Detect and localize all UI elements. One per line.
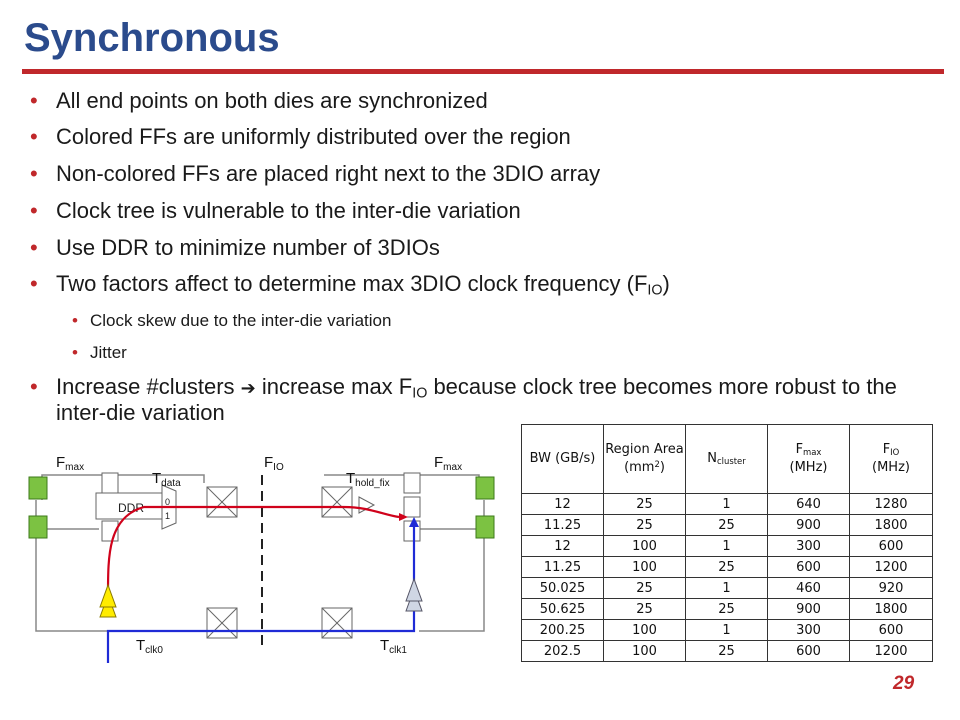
table-cell: 25 [686, 557, 768, 578]
bullet-7-text: Increase #clusters [56, 374, 241, 399]
table-cell: 25 [604, 494, 686, 515]
table-cell: 900 [768, 599, 850, 620]
table-cell: 25 [686, 641, 768, 662]
tclk0-label: $T_{clk0}$ [136, 637, 163, 656]
bullet-1: • All end points on both dies are synchronized [56, 89, 936, 113]
bullet-7-tail: because clock tree becomes more robust to the inter-die variation [56, 374, 897, 425]
green-ff-left-top [29, 477, 47, 499]
title-underline [22, 69, 944, 74]
table-cell: 460 [768, 578, 850, 599]
table-cell: 920 [850, 578, 933, 599]
header-fmax: $F_{max}$ (MHz) [768, 425, 850, 494]
table-header-row [522, 425, 933, 494]
bullet-4: • Clock tree is vulnerable to the inter-die variation [56, 199, 936, 223]
header-fio: $F_{IO}$ (MHz) [850, 425, 933, 494]
table-row [522, 494, 933, 515]
table-row [522, 620, 933, 641]
bullet-6-tail: ) [662, 271, 670, 296]
table-cell: 100 [604, 620, 686, 641]
results-table [521, 424, 933, 662]
bullet-2: • Colored FFs are uniformly distributed over the region [56, 125, 936, 149]
green-ff-left-bottom [29, 516, 47, 538]
table-cell: 1 [686, 578, 768, 599]
table-cell: 600 [768, 557, 850, 578]
green-ff-right-top [476, 477, 494, 499]
table-cell: 50.625 [522, 599, 604, 620]
table-cell: 202.5 [522, 641, 604, 662]
io-cell-bottom-right [322, 608, 352, 638]
sub-bullet-1: • Clock skew due to the inter-die variation [90, 311, 391, 331]
table-cell: 25 [604, 578, 686, 599]
header-ncluster: $N_{cluster}$ [686, 425, 768, 494]
table-cell: 200.25 [522, 620, 604, 641]
table-cell: 600 [850, 536, 933, 557]
green-ff-right-bottom [476, 516, 494, 538]
table-cell: 1280 [850, 494, 933, 515]
table-row [522, 641, 933, 662]
tclk1-label: $T_{clk1}$ [380, 637, 407, 656]
io-cell-top-left [207, 487, 237, 517]
thold-fix-label: $T_{hold\_fix}$ [346, 470, 390, 489]
table-cell: 600 [850, 620, 933, 641]
bullet-3: • Non-colored FFs are placed right next to the 3DIO array [56, 162, 936, 186]
fio-label: $F_{IO}$ [264, 454, 284, 473]
table-cell: 1200 [850, 557, 933, 578]
table-row [522, 599, 933, 620]
bullet-7 [56, 375, 936, 425]
table-cell: 600 [768, 641, 850, 662]
table-cell: 1800 [850, 515, 933, 536]
tdata-label: $T_{data}$ [152, 470, 181, 489]
table-cell: 100 [604, 557, 686, 578]
table-cell: 1 [686, 494, 768, 515]
ddr-label: DDR [118, 501, 144, 515]
table-row [522, 578, 933, 599]
data-path-red [108, 507, 399, 595]
table-cell: 1200 [850, 641, 933, 662]
table-row [522, 515, 933, 536]
table-cell: 25 [604, 599, 686, 620]
clock-tree-diagram [24, 445, 504, 675]
mux-input-0: 0 [165, 497, 171, 507]
bullet-5: • Use DDR to minimize number of 3DIOs [56, 236, 936, 260]
header-bw: BW (GB/s) [522, 425, 604, 494]
bullet-6-subscript: IO [647, 282, 663, 299]
sub-bullet-2: • Jitter [90, 343, 127, 363]
table-cell: 1800 [850, 599, 933, 620]
right-arrow-icon: ➔ [240, 378, 256, 399]
fmax-left-label: $F_{max}$ [56, 454, 85, 473]
bullet-7-subscript: IO [412, 385, 428, 402]
table-cell: 12 [522, 494, 604, 515]
table-cell: 100 [604, 641, 686, 662]
table-cell: 25 [686, 599, 768, 620]
header-region-area: Region Area $(mm^2)$ [604, 425, 686, 494]
table-cell: 11.25 [522, 557, 604, 578]
table-cell: 640 [768, 494, 850, 515]
table-cell: 11.25 [522, 515, 604, 536]
table-cell: 25 [686, 515, 768, 536]
table-cell: 1 [686, 620, 768, 641]
table-cell: 25 [604, 515, 686, 536]
table-cell: 1 [686, 536, 768, 557]
io-cell-bottom-left [207, 608, 237, 638]
table-cell: 300 [768, 620, 850, 641]
table-cell: 100 [604, 536, 686, 557]
fmax-right-label: $F_{max}$ [434, 454, 463, 473]
page-number: 29 [893, 673, 915, 694]
io-cell-top-right [322, 487, 352, 517]
table-cell: 50.025 [522, 578, 604, 599]
mux-input-1: 1 [165, 511, 171, 521]
table-cell: 300 [768, 536, 850, 557]
bullet-7-mid: increase max F [255, 374, 413, 399]
table-cell: 900 [768, 515, 850, 536]
table-row [522, 557, 933, 578]
slide-title: Synchronous [24, 16, 280, 60]
table-row [522, 536, 933, 557]
table-cell: 12 [522, 536, 604, 557]
bullet-6-text: Two factors affect to determine max 3DIO clock frequency (F [56, 271, 648, 296]
bullet-6 [56, 271, 936, 299]
